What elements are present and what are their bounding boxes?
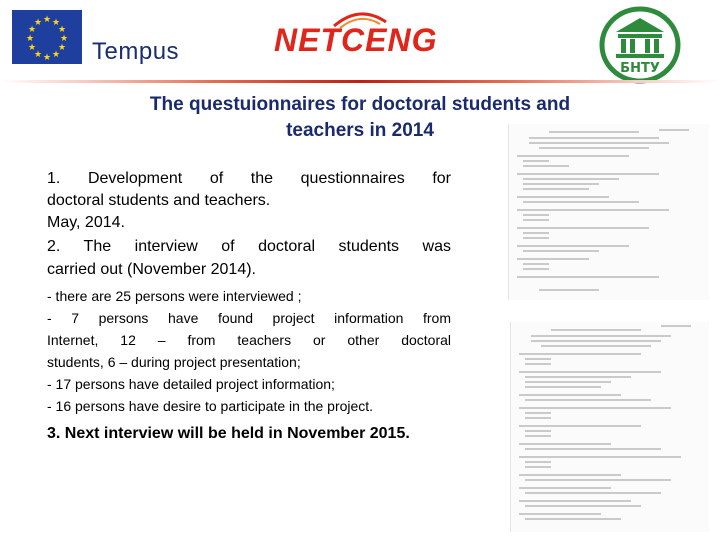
bntu-logo-text: БНТУ [620, 61, 660, 76]
svg-text:★: ★ [51, 50, 61, 60]
svg-text:★: ★ [57, 43, 67, 53]
svg-text:★: ★ [42, 53, 52, 63]
scanned-questionnaire-2 [510, 322, 709, 532]
item-1-line-2: doctoral students and teachers. [47, 192, 271, 209]
item-2-line-2: carried out (November 2014). [47, 261, 256, 278]
header-divider [0, 80, 720, 83]
item-2-line-1: 2. The interview of doctoral students was [47, 238, 451, 255]
body-text [47, 168, 451, 445]
detail-line: students, 6 – during project presentation; [47, 354, 301, 370]
title-line-1: The questuionnaires for doctoral students and [149, 94, 571, 115]
item-1-line-1: 1. Development of the questionnaires for [47, 170, 451, 187]
bntu-logo [598, 6, 682, 84]
item-3: 3. Next interview will be held in November 2015. [47, 425, 410, 442]
svg-text:★: ★ [57, 25, 67, 35]
questionnaire-scan-icon [509, 124, 709, 300]
svg-text:★: ★ [51, 18, 61, 28]
eu-flag-logo [12, 10, 82, 64]
detail-line: - 16 persons have desire to participate in the project. [47, 398, 374, 414]
svg-text:★: ★ [27, 43, 37, 53]
svg-text:★: ★ [25, 34, 35, 44]
svg-text:★: ★ [33, 50, 43, 60]
tempus-logo-text: Tempus [92, 38, 180, 65]
netceng-logo-text: NETCENG [274, 22, 438, 58]
questionnaire-scan-icon [511, 322, 709, 532]
interview-details [47, 285, 451, 417]
scanned-questionnaire-1 [508, 124, 709, 300]
detail-line: - 17 persons have detailed project information; [47, 376, 335, 392]
detail-line: - 7 persons have found project information from [47, 310, 451, 326]
detail-line: - there are 25 persons were interviewed ; [47, 288, 302, 304]
detail-line: Internet, 12 – from teachers or other doctoral [47, 332, 451, 348]
item-2 [47, 235, 451, 281]
title-line-2: teachers in 2014 [286, 120, 434, 141]
svg-text:★: ★ [59, 34, 69, 44]
item-1-line-3: May, 2014. [47, 214, 125, 231]
svg-text:★: ★ [33, 18, 43, 28]
item-1 [47, 168, 451, 234]
svg-text:★: ★ [27, 25, 37, 35]
svg-text:★: ★ [42, 15, 52, 25]
eu-stars-icon [12, 10, 82, 64]
